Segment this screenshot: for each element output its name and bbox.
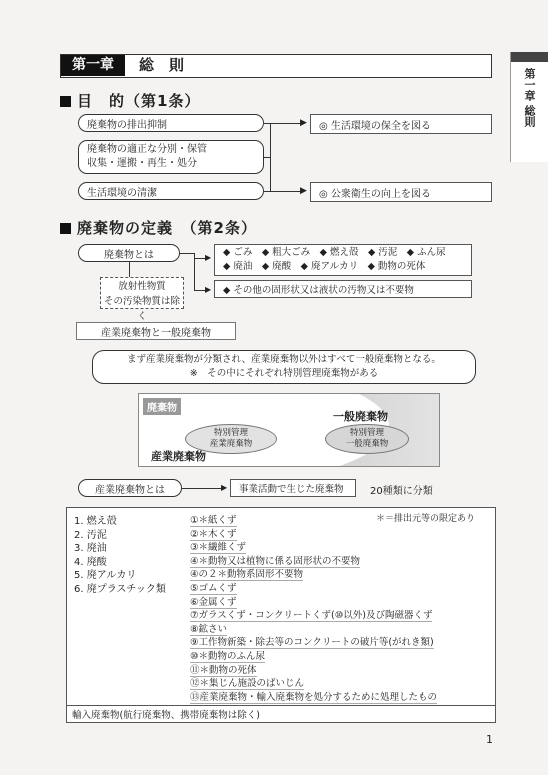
chapter-side-tab	[510, 52, 548, 162]
industrial-general-label: 産業廃棄物と一般廃棄物	[76, 322, 236, 340]
right-category-item: ⑦ガラスくず・コンクリートくず(⑩以外)及び陶磁器くず	[190, 607, 432, 622]
left-category-item: 3. 廃油	[74, 543, 107, 555]
right-category-item: ⑪＊動物の死体	[190, 662, 257, 677]
square-bullet-icon	[60, 223, 71, 234]
waste-label: 廃棄物	[143, 398, 181, 415]
chapter-title: 総 則	[139, 56, 185, 74]
industrial-description: 事業活動で生じた廃棄物	[230, 479, 356, 497]
right-category-item: ②＊木くず	[190, 526, 237, 541]
exclusion-box: 放射性物質 その汚染物質は除く	[100, 277, 184, 309]
general-label: 一般廃棄物	[333, 410, 388, 423]
result-preserve-environment: ◎ 生活環境の保全を図る	[310, 114, 492, 134]
waste-types-list: ◆ ごみ ◆ 粗大ごみ ◆ 燃え殻 ◆ 汚泥 ◆ ふん尿 ◆ 廃油 ◆ 廃酸 ◆ 廃アルカリ ◆ 動物の死体	[214, 244, 472, 276]
arrow-right-icon: ▶	[300, 186, 307, 196]
arrow-right-icon: ▶	[205, 285, 212, 294]
purpose-box-proper: 廃棄物の適正な分別・保管 収集・運搬・再生・処分	[78, 140, 264, 174]
waste-classification-diagram	[138, 393, 440, 467]
special-general-ellipse: 特別管理 一般廃棄物	[325, 424, 409, 454]
industrial-label: 産業廃棄物	[151, 450, 206, 463]
industrial-definition-box: 産業廃棄物とは	[78, 479, 182, 497]
special-industrial-ellipse: 特別管理 産業廃棄物	[185, 424, 277, 454]
right-category-item: ⑨工作物新築・除去等のコンクリートの破片等(がれき類)	[190, 634, 434, 649]
purpose-box-clean: 生活環境の清潔	[78, 182, 264, 200]
chapter-title-bar	[60, 54, 492, 78]
right-category-item: ①＊紙くず	[190, 512, 237, 527]
arrow-right-icon: ▶	[205, 253, 212, 262]
left-category-item: 1. 燃え殻	[74, 516, 117, 527]
section1-heading: 目 的（第1条）	[60, 90, 200, 111]
right-category-item: ④の２＊動物系固形不要物	[190, 566, 303, 581]
square-bullet-icon	[60, 96, 71, 107]
right-category-item: ④＊動物又は植物に係る固形状の不要物	[190, 553, 360, 568]
left-category-item: 5. 廃アルカリ	[74, 570, 137, 582]
right-category-item: ⑩＊動物のふん尿	[190, 648, 265, 663]
left-category-item: 4. 廃酸	[74, 556, 107, 568]
waste-other-item: ◆ その他の固形状又は液状の汚物又は不要物	[214, 280, 472, 298]
page-number: 1	[486, 733, 493, 746]
asterisk-note: ＊＝排出元等の限定あり	[376, 514, 476, 524]
purpose-box-reduce: 廃棄物の排出抑制	[78, 114, 264, 132]
left-category-item: 6. 廃プラスチック類	[74, 584, 166, 595]
right-category-item: ③＊繊維くず	[190, 539, 246, 554]
right-category-item: ⑬産業廃棄物・輸入廃棄物を処分するために処理したもの	[190, 689, 437, 704]
waste-definition-box: 廃棄物とは	[78, 244, 180, 262]
result-public-health: ◎ 公衆衛生の向上を図る	[310, 182, 492, 202]
left-category-item: 2. 汚泥	[74, 529, 107, 541]
right-category-item: ⑥金属くず	[190, 594, 237, 609]
section2-heading: 廃棄物の定義 （第2条）	[60, 217, 257, 238]
classification-note: まず産業廃棄物が分類され、産業廃棄物以外はすべて一般廃棄物となる。 ※ その中にそれぞれ特別管理廃棄物がある	[92, 350, 476, 384]
side-tab-text: 第一章 総則	[523, 68, 536, 127]
arrow-right-icon: ▶	[221, 483, 228, 492]
right-category-item: ⑧鉱さい	[190, 621, 227, 636]
category-count: 20種類に分類	[370, 486, 433, 497]
right-category-item: ⑤ゴムくず	[190, 580, 237, 595]
chapter-label: 第一章	[61, 55, 125, 76]
arrow-right-icon: ▶	[300, 118, 307, 128]
import-waste-footer: 輸入廃棄物(航行廃棄物、携帯廃棄物は除く)	[72, 710, 260, 721]
right-category-item: ⑫＊集じん施設のばいじん	[190, 675, 304, 690]
